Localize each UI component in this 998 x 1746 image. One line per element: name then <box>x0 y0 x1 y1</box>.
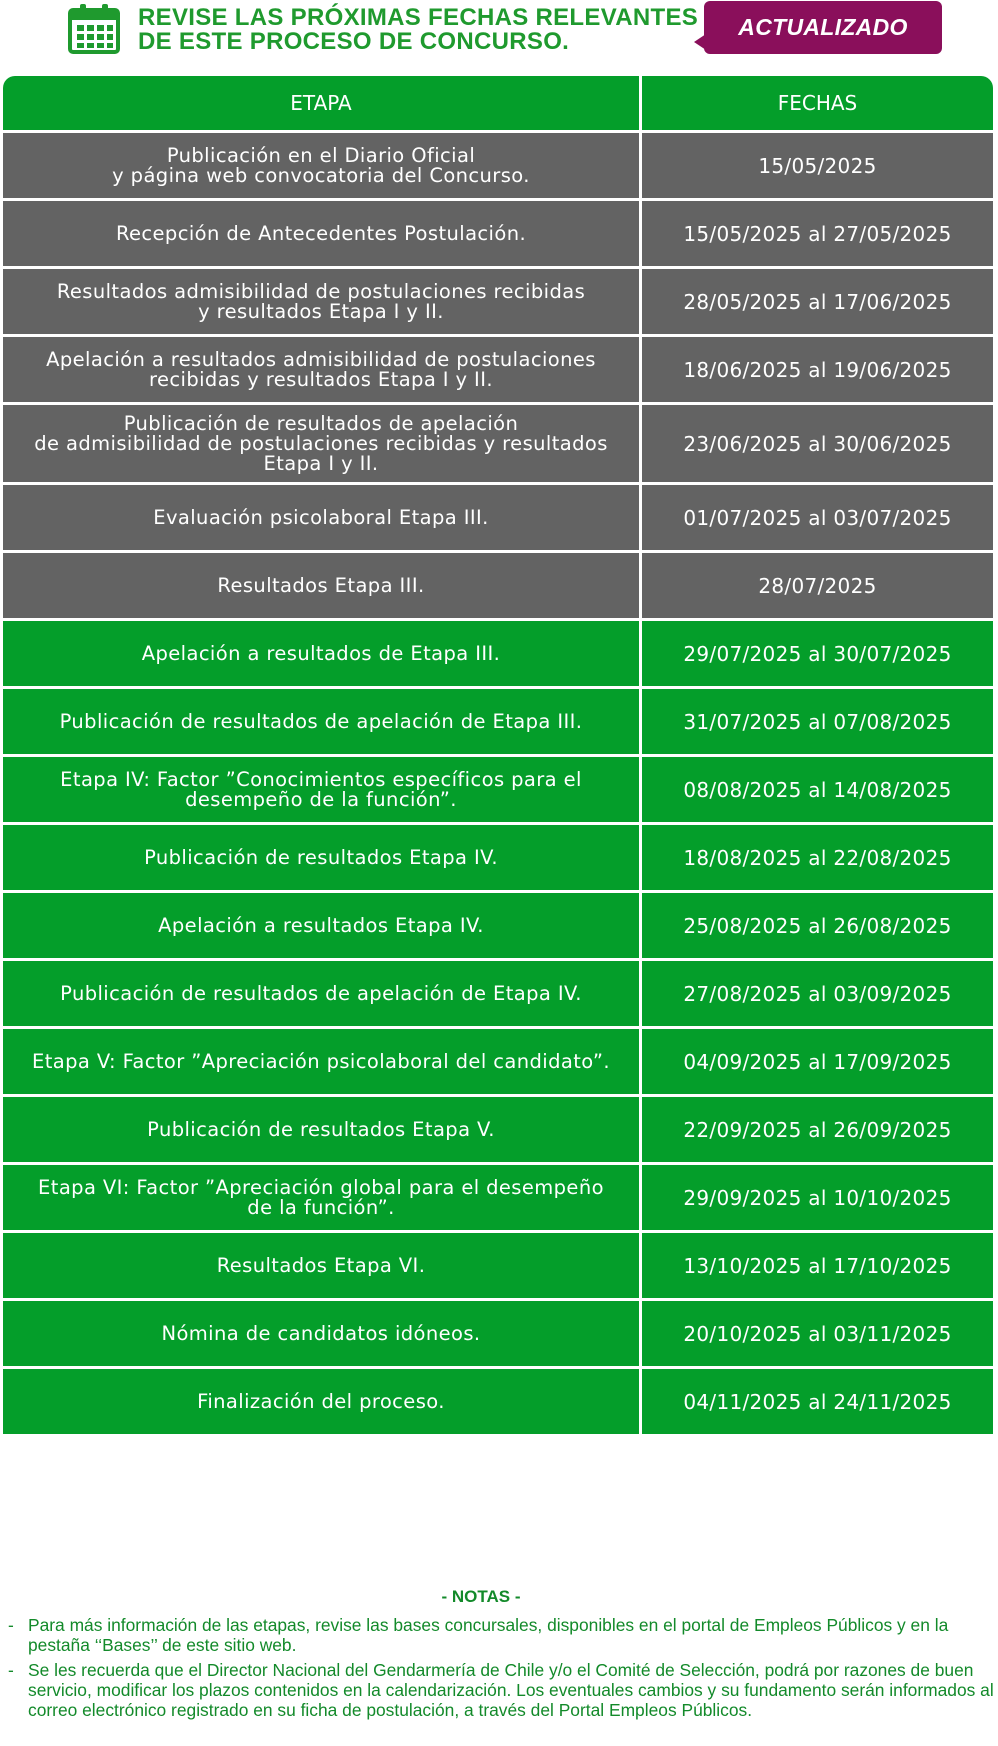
etapa-text <box>32 1049 610 1073</box>
note-bullet: - <box>8 1615 14 1635</box>
table-row <box>3 689 993 757</box>
etapa-line: Etapa V: Factor ”Apreciación psicolaboral del candidato”. <box>32 1049 610 1073</box>
etapa-line: Publicación en el Diario Oficial <box>166 143 476 167</box>
etapa-line: Evaluación psicolaboral Etapa III. <box>153 505 489 529</box>
etapa-line: Etapa I y II. <box>263 451 379 475</box>
etapa-line: y página web convocatoria del Concurso. <box>112 163 530 187</box>
etapa-line: Resultados Etapa VI. <box>216 1253 426 1277</box>
etapa-text <box>46 347 596 391</box>
table-body <box>3 133 993 1437</box>
etapa-line: Publicación de resultados de apelación de Etapa IV. <box>60 981 582 1005</box>
title-line-2: DE ESTE PROCESO DE CONCURSO. <box>138 28 570 55</box>
fechas-cell: 20/10/2025 al 03/11/2025 <box>639 1301 993 1369</box>
note-text: Se les recuerda que el Director Nacional del Gendarmería de Chile y/o el Comité de Selección, podrá por razones de buen servicio, modificar los plazos contenidos en la calendarización. Los eventuales cambios y su fundamento serán informados al correo electrónico registrado en su ficha de postulación, a través del Portal Empleos Públicos. <box>28 1660 994 1720</box>
etapa-text <box>144 845 498 869</box>
etapa-cell <box>3 201 639 269</box>
etapa-text <box>217 573 425 597</box>
etapa-line: Finalización del proceso. <box>197 1389 445 1413</box>
table-row <box>3 893 993 961</box>
header <box>0 0 998 70</box>
etapa-line: y resultados Etapa I y II. <box>198 299 444 323</box>
table-row <box>3 337 993 405</box>
note-item <box>8 1660 994 1720</box>
fechas-cell: 25/08/2025 al 26/08/2025 <box>639 893 993 961</box>
etapa-cell <box>3 485 639 553</box>
fechas-cell: 28/05/2025 al 17/06/2025 <box>639 269 993 337</box>
header-fechas: FECHAS <box>639 76 993 133</box>
fechas-cell: 04/09/2025 al 17/09/2025 <box>639 1029 993 1097</box>
etapa-line: Resultados admisibilidad de postulaciones recibidas <box>56 279 586 303</box>
fechas-cell: 18/06/2025 al 19/06/2025 <box>639 337 993 405</box>
table-row <box>3 961 993 1029</box>
etapa-text <box>153 505 489 529</box>
etapa-line: Apelación a resultados de Etapa III. <box>141 641 501 665</box>
etapa-text <box>197 1389 445 1413</box>
etapa-line: Publicación de resultados de apelación de Etapa III. <box>59 709 583 733</box>
etapa-text <box>147 1117 495 1141</box>
table-row <box>3 1029 993 1097</box>
etapa-cell <box>3 1165 639 1233</box>
note-item <box>8 1615 994 1655</box>
fechas-cell: 13/10/2025 al 17/10/2025 <box>639 1233 993 1301</box>
etapa-line: Etapa IV: Factor ”Conocimientos específicos para el <box>60 767 582 791</box>
fechas-cell: 28/07/2025 <box>639 553 993 621</box>
fechas-cell: 15/05/2025 <box>639 133 993 201</box>
fechas-cell: 01/07/2025 al 03/07/2025 <box>639 485 993 553</box>
fechas-cell: 08/08/2025 al 14/08/2025 <box>639 757 993 825</box>
etapa-text <box>60 981 582 1005</box>
etapa-text <box>115 221 527 245</box>
etapa-line: de admisibilidad de postulaciones recibidas y resultados <box>34 431 608 455</box>
etapa-text <box>112 143 530 187</box>
etapa-cell <box>3 689 639 757</box>
fechas-cell: 04/11/2025 al 24/11/2025 <box>639 1369 993 1437</box>
table-row <box>3 405 993 485</box>
etapa-cell <box>3 1301 639 1369</box>
table-row <box>3 1097 993 1165</box>
etapa-line: Recepción de Antecedentes Postulación. <box>115 221 527 245</box>
table-row <box>3 269 993 337</box>
etapa-cell <box>3 133 639 201</box>
table-header-row <box>3 76 993 133</box>
etapa-line: Apelación a resultados admisibilidad de postulaciones <box>46 347 596 371</box>
etapa-line: Resultados Etapa III. <box>217 573 425 597</box>
etapa-line: de la función”. <box>247 1195 395 1219</box>
etapa-cell <box>3 1029 639 1097</box>
fechas-cell: 18/08/2025 al 22/08/2025 <box>639 825 993 893</box>
etapa-text <box>158 913 484 937</box>
etapa-cell <box>3 405 639 485</box>
etapa-line: desempeño de la función”. <box>185 787 457 811</box>
etapa-line: Apelación a resultados Etapa IV. <box>158 913 484 937</box>
table-row <box>3 485 993 553</box>
etapa-text <box>60 767 582 811</box>
fechas-cell: 29/09/2025 al 10/10/2025 <box>639 1165 993 1233</box>
table-row <box>3 1165 993 1233</box>
etapa-text <box>38 1175 604 1219</box>
header-etapa: ETAPA <box>3 76 639 133</box>
fechas-cell: 15/05/2025 al 27/05/2025 <box>639 201 993 269</box>
notes-title: - NOTAS - <box>441 1587 521 1606</box>
table-row <box>3 757 993 825</box>
etapa-cell <box>3 757 639 825</box>
etapa-line: Publicación de resultados Etapa IV. <box>144 845 498 869</box>
etapa-line: Publicación de resultados Etapa V. <box>147 1117 495 1141</box>
table-row <box>3 825 993 893</box>
table-row <box>3 1369 993 1437</box>
calendar-icon <box>68 4 120 54</box>
etapa-text <box>141 641 501 665</box>
etapa-text <box>59 709 583 733</box>
etapa-cell <box>3 553 639 621</box>
etapa-cell <box>3 893 639 961</box>
etapa-line: Etapa VI: Factor ”Apreciación global para el desempeño <box>38 1175 604 1199</box>
etapa-line: recibidas y resultados Etapa I y II. <box>149 367 493 391</box>
etapa-text <box>56 279 586 323</box>
schedule-table <box>3 76 993 1437</box>
table-row <box>3 133 993 201</box>
etapa-text <box>161 1321 481 1345</box>
fechas-cell: 23/06/2025 al 30/06/2025 <box>639 405 993 485</box>
etapa-line: Nómina de candidatos idóneos. <box>161 1321 481 1345</box>
fechas-cell: 27/08/2025 al 03/09/2025 <box>639 961 993 1029</box>
etapa-cell <box>3 1369 639 1437</box>
table-row <box>3 1301 993 1369</box>
etapa-text <box>216 1253 426 1277</box>
table-row <box>3 621 993 689</box>
title-line-1: REVISE LAS PRÓXIMAS FECHAS RELEVANTES <box>138 4 699 31</box>
status-badge: ACTUALIZADO <box>704 1 942 54</box>
table-row <box>3 201 993 269</box>
etapa-text <box>34 411 608 475</box>
note-bullet: - <box>8 1660 14 1680</box>
etapa-cell <box>3 621 639 689</box>
etapa-cell <box>3 269 639 337</box>
etapa-cell <box>3 825 639 893</box>
etapa-cell <box>3 1097 639 1165</box>
fechas-cell: 29/07/2025 al 30/07/2025 <box>639 621 993 689</box>
fechas-cell: 22/09/2025 al 26/09/2025 <box>639 1097 993 1165</box>
page-title <box>138 6 698 54</box>
note-text: Para más información de las etapas, revise las bases concursales, disponibles en el portal de Empleos Públicos y en la pestaña ‘‘Bases’’ de este sitio web. <box>28 1615 949 1655</box>
table-row <box>3 1233 993 1301</box>
etapa-cell <box>3 337 639 405</box>
etapa-line: Publicación de resultados de apelación <box>123 411 519 435</box>
notes-section <box>8 1587 994 1725</box>
fechas-cell: 31/07/2025 al 07/08/2025 <box>639 689 993 757</box>
table-row <box>3 553 993 621</box>
etapa-cell <box>3 1233 639 1301</box>
etapa-cell <box>3 961 639 1029</box>
